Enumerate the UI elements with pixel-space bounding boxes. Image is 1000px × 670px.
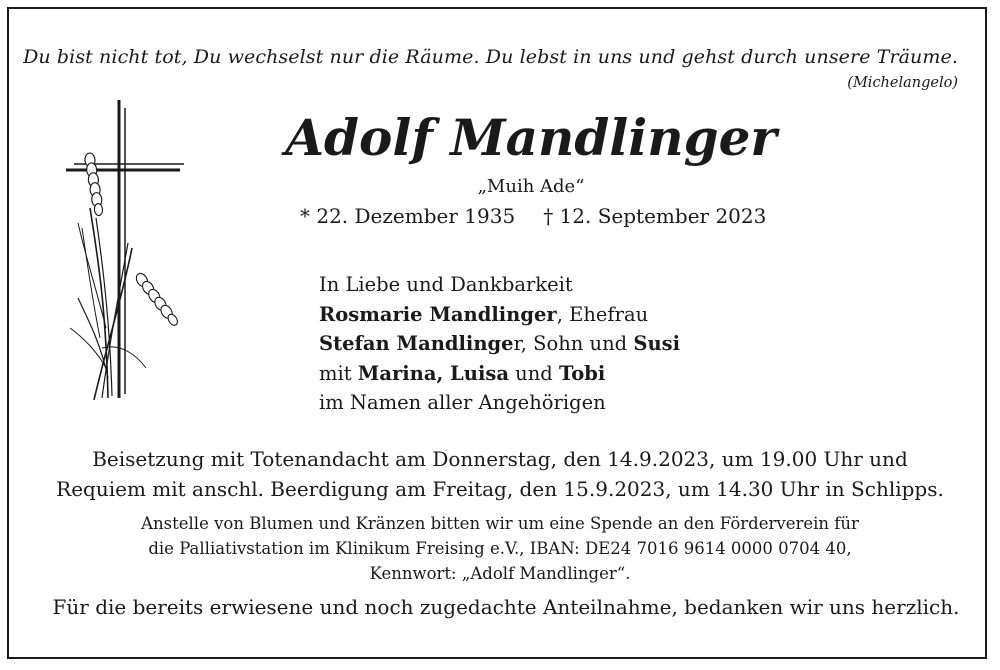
mourner-name: Tobi <box>558 361 606 385</box>
life-dates <box>300 204 766 228</box>
quote-text: Du bist nicht tot, Du wechselst nur die Räume. Du lebst in uns und gehst durch unsere Träume. <box>23 46 958 68</box>
deceased-nickname: „Muih Ade“ <box>477 176 585 197</box>
donation-line: Anstelle von Blumen und Kränzen bitten wir um eine Spende an den Förderverein für <box>141 514 859 533</box>
mourner-line-son <box>319 329 680 359</box>
service-info <box>0 444 1000 504</box>
mourner-name: Susi <box>633 332 681 355</box>
mourner-relation: , Ehefrau <box>556 302 649 326</box>
mourner-name: Rosmarie Mandlinger <box>319 302 557 326</box>
donation-line: Kennwort: „Adolf Mandlinger“. <box>369 564 631 583</box>
thanks-text: Für die bereits erwiesene und noch zugedachte Anteilnahme, bedanken wir uns herzlich. <box>52 595 960 619</box>
death-date: † 12. September 2023 <box>543 204 767 228</box>
quote-author: (Michelangelo) <box>847 75 958 91</box>
mourner-line-wife <box>319 300 680 330</box>
mourners-list <box>319 270 680 418</box>
donation-info <box>0 511 1000 586</box>
donation-line: die Palliativstation im Klinikum Freising e.V., IBAN: DE24 7016 9614 0000 0704 40, <box>148 539 852 558</box>
mourners-closing: im Namen aller Angehörigen <box>319 391 606 414</box>
mourners-intro: In Liebe und Dankbarkeit <box>319 273 573 296</box>
service-line: Requiem mit anschl. Beerdigung am Freitag, den 15.9.2023, um 14.30 Uhr in Schlipps. <box>56 477 944 501</box>
deceased-name: Adolf Mandlinger <box>285 108 777 167</box>
mourner-connector: und <box>508 361 559 385</box>
mourner-name: Stefan Mandlinge <box>319 332 514 355</box>
mourner-line-grandchildren <box>319 359 680 389</box>
birth-date: * 22. Dezember 1935 <box>300 204 516 228</box>
service-line: Beisetzung mit Totenandacht am Donnerstag, den 14.9.2023, um 19.00 Uhr und <box>92 447 908 471</box>
mourner-name: Marina, Luisa <box>357 361 509 385</box>
mourner-connector: mit <box>319 361 358 385</box>
mourner-relation: r, Sohn und <box>513 332 634 355</box>
